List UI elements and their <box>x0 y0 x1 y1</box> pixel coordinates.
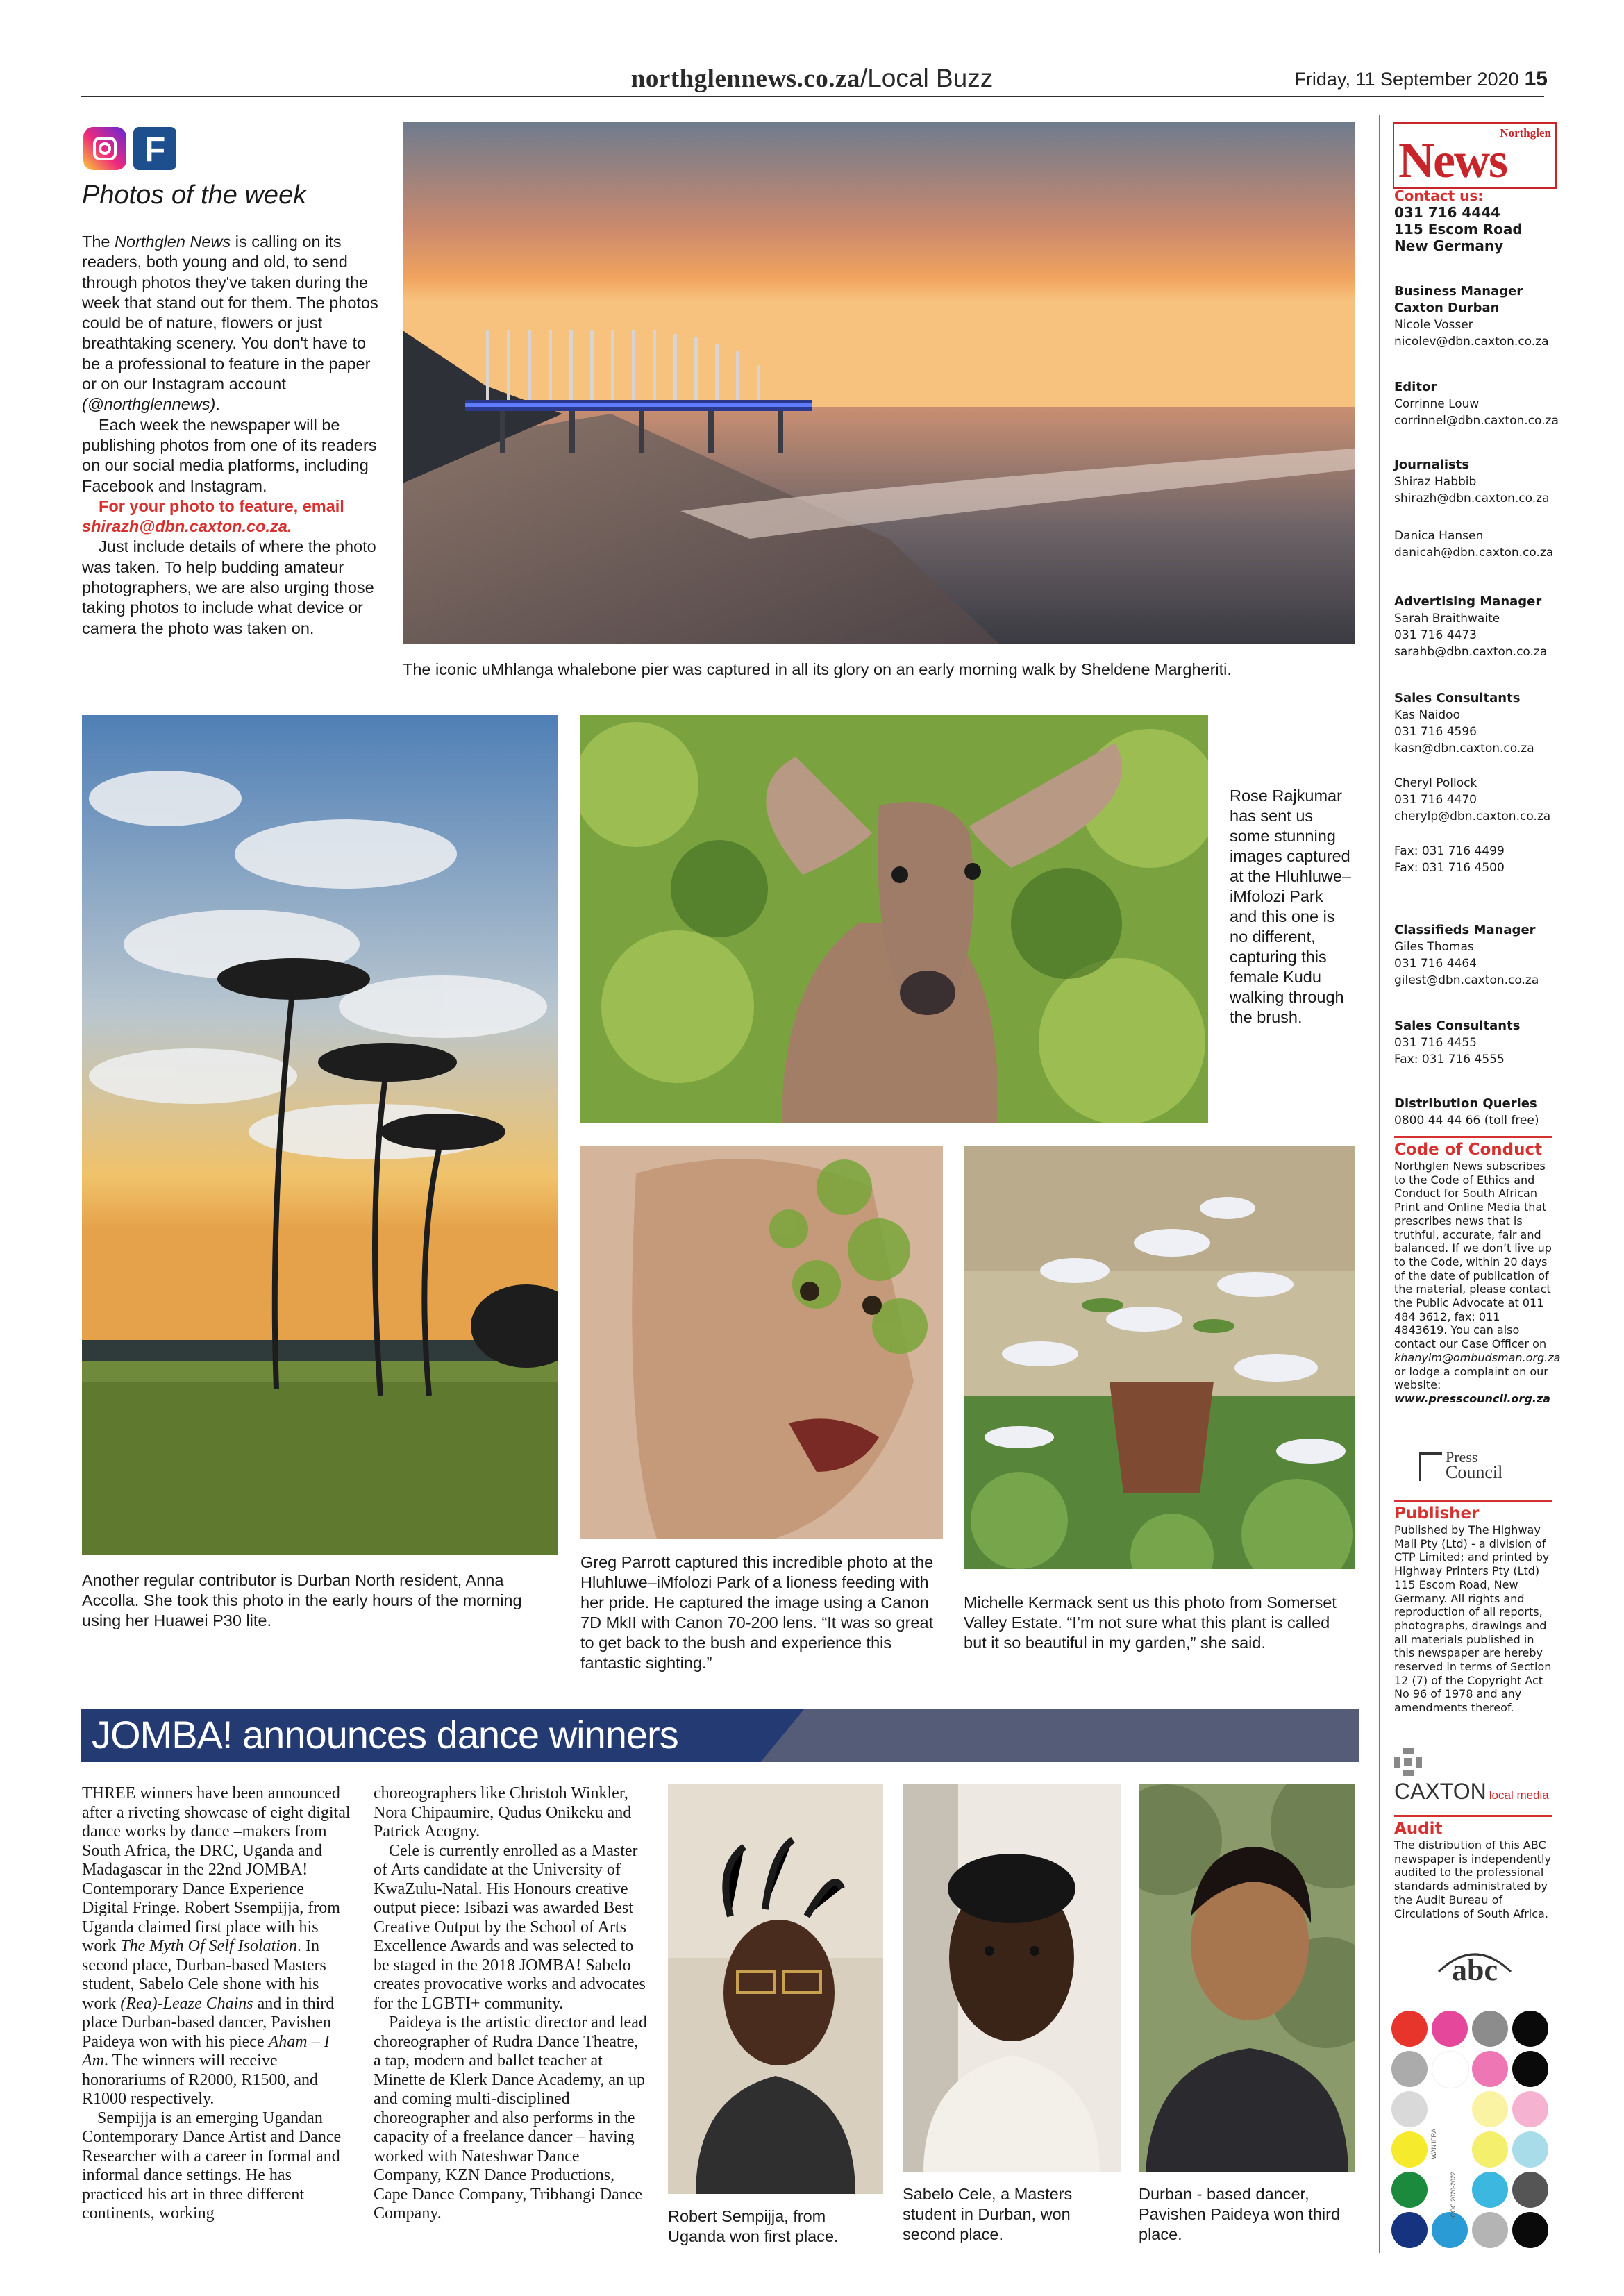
pier-photo <box>403 122 1355 644</box>
sales-consultants-2: Sales Consultants 031 716 4455 Fax: 031 716 4555 <box>1394 1019 1521 1066</box>
article-headline: JOMBA! announces dance winners <box>92 1713 678 1757</box>
palm-trees-caption: Another regular contributor is Durban North resident, Anna Accolla. She took this photo in the early hours of the morning using her Huawei P30 lite. <box>82 1571 522 1629</box>
registration-dot <box>1391 2131 1428 2168</box>
registration-dot <box>1391 2172 1428 2208</box>
registration-dot <box>1391 2212 1428 2248</box>
issue-date: Friday, 11 September 2020 <box>1294 69 1519 90</box>
svg-text:abc: abc <box>1452 1953 1498 1986</box>
kudu-photo <box>580 715 1208 1123</box>
registration-dot <box>1432 2051 1469 2088</box>
audit-rule <box>1394 1815 1552 1817</box>
kudu-caption: Rose Rajkumar has sent us some stunning images captured at the Hluhluwe–iMfolozi Park and this one is no different, capturing this female Kudu walking through the brush. <box>1230 787 1352 1026</box>
section-name: /Local Buzz <box>860 64 994 92</box>
registration-dot <box>1432 2011 1468 2047</box>
registration-dot <box>1512 2212 1548 2248</box>
abc-logo <box>1433 1944 1516 1986</box>
registration-dot <box>1472 2051 1508 2087</box>
publisher: Publisher Published by The Highway Mail Pty (Ltd) - a division of CTP Limited; and printed by Highway Printers Pty (Ltd) 115 Escom Road, New Germany. All rights and reproduction of all reports, photographs, drawings and all materials published in this newspaper are hereby reserved in terms of Section 12 (7) of the Copyright Act No 96 of 1978 and any amendments thereof. <box>1394 1505 1552 1715</box>
contact-phone: 031 716 4444 <box>1394 204 1501 221</box>
journalists: Journalists Shiraz Habbib shirazh@dbn.caxton.co.za Danica Hansen danicah@dbn.caxton.co.za <box>1394 458 1554 560</box>
registration-dot <box>1512 2091 1548 2127</box>
article-column-2: choreographers like Christoh Winkler, Nora Chipaumire, Qudus Onikeku and Patrick Acogny. Cele is currently enrolled as a Master of Arts candidate at the University of KwaZulu-Natal. His Honours creative output piece: Isibazi was awarded Best Creative Output by the School of Arts Excellence Awards and was selected to be staged in the 2018 JOMBA! Sabelo creates provocative works and advocates for the LGBTI+ community. Paideya is the artistic director and lead choreographer of Rudra Dance Theatre, a tap, modern and ballet teacher at Minette de Klerk Dance Academy, an up and coming multi-disciplined choreographer and also performs in the capacity of a freelance dancer – having worked with Nateshwar Dance Company, KZN Dance Productions, Cape Dance Company, Tribhangi Dance Company. <box>374 1784 647 2222</box>
registration-dot <box>1472 2212 1508 2248</box>
registration-dot <box>1512 2011 1548 2047</box>
issue-date-and-page <box>1294 67 1548 91</box>
email-callout: For your photo to feature, email <box>99 496 344 515</box>
robert-caption: Robert Sempijja, from Uganda won first place. <box>668 2207 839 2245</box>
article-column-1: THREE winners have been announced after a riveting showcase of eight digital dance works by dance –makers from South Africa, the DRC, Uganda and Madagascar in the 22nd JOMBA! Contemporary Dance Experience Digital Fringe. Robert Ssempijja, from Uganda claimed first place with his work The Myth Of Self Isolation. In second place, Durban-based Masters student, Sabelo Cele shone with his work (Rea)-Leaze Chains and in third place Durban-based dancer, Pavishen Paideya won with his piece Aham – I Am. The winners will receive honorariums of R2000, R1500, and R1000 respectively. Sempijja is an emerging Ugandan Contemporary Dance Artist and Dance Researcher with a career in formal and informal dance settings. He has practiced his art in three different continents, working <box>82 1784 351 2222</box>
registration-dot <box>1472 2091 1508 2127</box>
pier-caption: The iconic uMhlanga whalebone pier was captured in all its glory on an early morning walk by Sheldene Margheriti. <box>403 660 1232 678</box>
registration-dot <box>1472 2172 1508 2208</box>
audit: Audit The distribution of this ABC newspaper is independently audited to the professional standards administrated by the Audit Bureau of Circulations of South Africa. <box>1394 1820 1551 1920</box>
registration-dot <box>1391 2011 1428 2047</box>
sabelo-caption: Sabelo Cele, a Masters student in Durban, won second place. <box>903 2185 1073 2243</box>
sidebar-rule <box>1379 115 1380 2253</box>
classifieds-manager: Classifieds Manager Giles Thomas 031 716 4464 gilest@dbn.caxton.co.za <box>1394 923 1539 987</box>
registration-dot <box>1391 2091 1428 2127</box>
distribution-queries: Distribution Queries 0800 44 44 66 (toll free) <box>1394 1096 1539 1128</box>
sales-consultants: Sales Consultants Kas Naidoo 031 716 4596 kasn@dbn.caxton.co.za Cheryl Pollock 031 716 4470 cherylp@dbn.caxton.co.za Fax: 031 716 4499 Fax: 031 716 4500 <box>1394 691 1551 875</box>
section-title: Photos of the week <box>82 181 307 210</box>
registration-dot <box>1512 2051 1548 2087</box>
pavishen-caption: Durban - based dancer, Pavishen Paideya won third place. <box>1139 2185 1341 2243</box>
page-number: 15 <box>1524 67 1548 90</box>
editor: Editor Corrinne Louw corrinnel@dbn.caxton.co.za <box>1394 380 1559 428</box>
coc-rule <box>1394 1136 1552 1138</box>
lioness-photo <box>580 1146 943 1539</box>
registration-dot <box>1472 2011 1508 2047</box>
code-of-conduct: Code of Conduct Northglen News subscribes to the Code of Ethics and Conduct for South African Print and Online Media that prescribes news that is truthful, accurate, fair and balanced. If we don’t live up to the Code, within 20 days of the date of publication of the material, please contact the Public Advocate at 011 484 3612, fax: 011 4843619. You can also contact our Case Officer on khanyim@ombudsman.org.za or lodge a complaint on our website: www.presscouncil.org.za <box>1394 1141 1561 1405</box>
flowers-caption: Michelle Kermack sent us this photo from Somerset Valley Estate. “I’m not sure what this plant is called but it so beautiful in my garden,” she said. <box>964 1593 1337 1652</box>
contact-block: Contact us: 031 716 4444 115 Escom Road New Germany <box>1394 187 1552 254</box>
site-url: northglennews.co.za <box>630 65 860 93</box>
robert-sempijja-photo <box>668 1784 883 2194</box>
header-rule <box>81 96 1544 97</box>
pavishen-paideya-photo <box>1139 1784 1355 2172</box>
business-manager: Business Manager Caxton Durban Nicole Vosser nicolev@dbn.caxton.co.za <box>1394 284 1549 349</box>
instagram-icon <box>83 127 126 170</box>
registration-dot <box>1432 2091 1468 2127</box>
intro-text: The Northglen News is calling on its readers, both young and old, to send through photos they've taken during the week that stand out for them. The photos could be of nature, flowers or just breathtaking scenery. You don't have to be a professional to feature in the paper or on our Instagram account (@northglennews). Each week the newspaper will be publishing photos from one of its readers on our social media platforms, including Facebook and Instagram. For your photo to feature, email shirazh@dbn.caxton.co.za. Just include details of where the photo was taken. To help budding amateur photographers, we are also urging those taking photos to include what device or camera the photo was taken on. <box>82 232 387 639</box>
colour-registration-bar <box>1391 2011 1552 2244</box>
wan-ifra-mark: WAN IFRA <box>1430 2129 1437 2159</box>
publisher-rule <box>1394 1500 1552 1502</box>
registration-dot <box>1391 2051 1428 2087</box>
icoc-mark: ICOC 2020-2022 <box>1450 2172 1457 2220</box>
lioness-caption: Greg Parrott captured this incredible photo at the Hluhluwe–iMfolozi Park of a lioness feeding with her pride. He captured the image using a Canon 7D MkII with Canon 70-200 lens. “It was so great to get back to the bush and experience this fantastic sighting.” <box>580 1553 934 1672</box>
registration-dot <box>1472 2131 1508 2168</box>
flowers-photo <box>964 1146 1355 1569</box>
facebook-icon: F <box>133 127 176 170</box>
advertising-manager: Advertising Manager Sarah Braithwaite 031 716 4473 sarahb@dbn.caxton.co.za <box>1394 594 1548 659</box>
registration-dot <box>1512 2172 1548 2208</box>
email-address: shirazh@dbn.caxton.co.za. <box>82 517 292 536</box>
sabelo-cele-photo <box>903 1784 1121 2172</box>
registration-dot <box>1512 2131 1548 2168</box>
newspaper-logo: Northglen News <box>1393 122 1557 189</box>
palm-trees-photo <box>82 715 558 1555</box>
caxton-logo: CAXTON local media <box>1394 1779 1549 1804</box>
caxton-emblem-icon <box>1394 1748 1422 1776</box>
